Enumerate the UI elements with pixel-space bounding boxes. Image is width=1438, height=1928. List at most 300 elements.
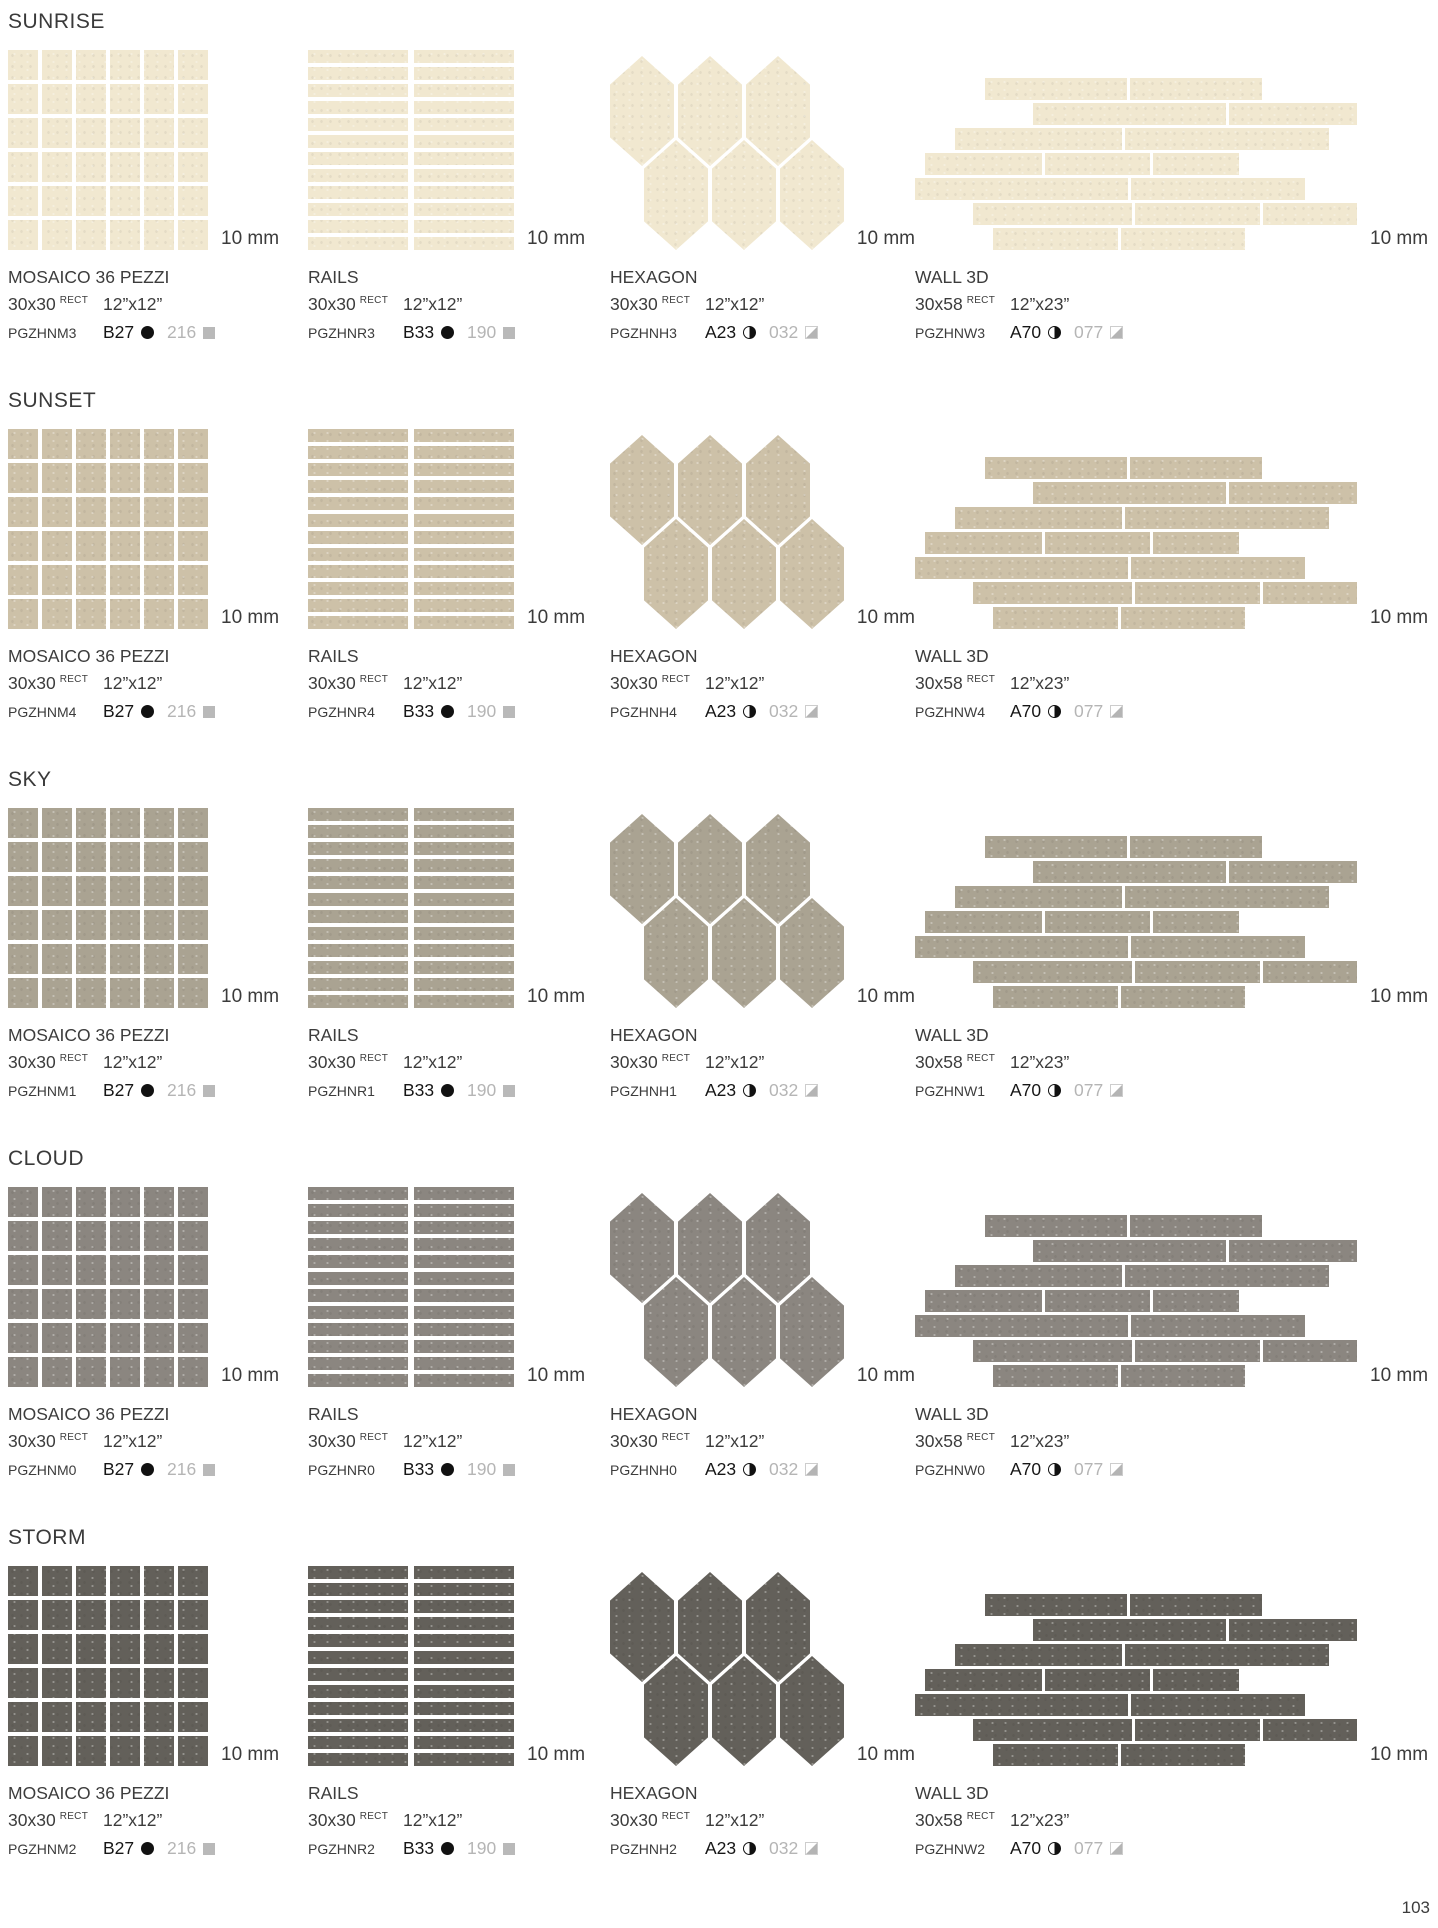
wall3d-brick-row — [1033, 1619, 1357, 1641]
price-code: A23 — [705, 1459, 737, 1479]
product-code: PGZHNM1 — [8, 1083, 77, 1099]
tile-image-strip — [610, 1185, 915, 1387]
code-line — [308, 1459, 610, 1480]
pack-code: 077 — [1074, 1459, 1104, 1479]
tile-swatch-image — [8, 50, 208, 250]
price-group — [1010, 701, 1074, 722]
diagonal-square-icon — [805, 1842, 818, 1855]
tile-swatch-image — [308, 1566, 514, 1766]
diagonal-square-icon — [1110, 1842, 1123, 1855]
product-name: HEXAGON — [610, 646, 698, 666]
thickness-label: 10 mm — [527, 1744, 586, 1765]
product-name: HEXAGON — [610, 1783, 698, 1803]
product-name: WALL 3D — [915, 267, 989, 287]
code-line — [308, 1838, 610, 1859]
wall3d-brick-row — [993, 1365, 1245, 1387]
size-line — [915, 294, 1438, 315]
wall3d-brick-row — [925, 532, 1239, 554]
pack-code: 190 — [467, 322, 497, 342]
price-group — [103, 1838, 167, 1859]
product-code: PGZHNW4 — [915, 704, 985, 720]
page-number: 103 — [1401, 1898, 1430, 1917]
hexagon-tile — [678, 56, 742, 166]
size-inches: 12”x23” — [1010, 1431, 1070, 1451]
product-row — [8, 1185, 1438, 1480]
size-cm-wrap — [610, 294, 705, 315]
wall3d-plank — [1229, 482, 1357, 504]
pack-code: 032 — [769, 322, 799, 342]
thickness-label: 10 mm — [856, 1365, 915, 1386]
pack-group — [1074, 322, 1123, 343]
wall3d-plank — [1263, 1719, 1358, 1741]
wall3d-plank — [1263, 582, 1358, 604]
wall3d-brick-row — [973, 1340, 1357, 1362]
wall3d-plank — [1045, 911, 1150, 933]
pack-group — [769, 1838, 818, 1859]
wall3d-plank — [973, 961, 1132, 983]
tile-image-strip — [610, 48, 915, 250]
half-circle-icon — [743, 1842, 756, 1855]
thickness-label: 10 mm — [221, 986, 280, 1007]
product-name: MOSAICO 36 PEZZI — [8, 646, 170, 666]
thickness-label: 10 mm — [527, 228, 586, 249]
series-section — [8, 10, 1438, 343]
hexagon-tile — [746, 56, 810, 166]
size-cm-wrap — [610, 1431, 705, 1452]
wall3d-plank — [1135, 961, 1260, 983]
wall3d-brick-row — [985, 1594, 1262, 1616]
tile-swatch-image — [8, 1566, 208, 1766]
wall3d-brick-row — [1033, 1240, 1357, 1262]
size-line — [915, 673, 1438, 694]
product-name: RAILS — [308, 1783, 359, 1803]
wall3d-brick-row — [1033, 103, 1357, 125]
product-card — [8, 48, 308, 343]
tile-image-strip — [308, 806, 610, 1008]
product-name: MOSAICO 36 PEZZI — [8, 1783, 170, 1803]
code-line — [915, 322, 1438, 343]
size-cm: 30x30 — [8, 673, 56, 693]
product-card — [610, 806, 915, 1101]
diagonal-square-icon — [1110, 1084, 1123, 1097]
series-title: SUNRISE — [8, 10, 105, 33]
wall3d-brick-row — [973, 961, 1357, 983]
wall3d-plank — [925, 1669, 1042, 1691]
size-cm: 30x30 — [308, 1810, 356, 1830]
rect-label: RECT — [359, 1053, 389, 1065]
diagonal-square-icon — [805, 1463, 818, 1476]
wall3d-plank — [915, 936, 1128, 958]
tile-image-strip — [8, 1564, 308, 1766]
product-name: WALL 3D — [915, 646, 989, 666]
wall3d-brick-row — [985, 457, 1262, 479]
pack-group — [769, 1080, 818, 1101]
half-circle-icon — [1048, 1463, 1061, 1476]
tile-swatch-image — [308, 808, 514, 1008]
wall3d-plank — [993, 986, 1118, 1008]
wall3d-plank — [1125, 128, 1329, 150]
code-line — [308, 322, 610, 343]
hexagon-tile — [644, 1277, 708, 1387]
size-inches: 12”x12” — [103, 1810, 163, 1830]
wall3d-plank — [1130, 78, 1262, 100]
tile-image-strip — [610, 1564, 915, 1766]
pack-group — [1074, 701, 1123, 722]
tile-image-strip — [915, 806, 1438, 1008]
size-cm: 30x58 — [915, 1052, 963, 1072]
wall3d-plank — [985, 457, 1127, 479]
size-line — [8, 1810, 308, 1831]
size-cm: 30x58 — [915, 1431, 963, 1451]
wall3d-plank — [925, 532, 1042, 554]
size-cm: 30x30 — [610, 294, 658, 314]
wall3d-plank — [985, 78, 1127, 100]
price-code: B33 — [403, 322, 435, 342]
product-code: PGZHNR2 — [308, 1841, 375, 1857]
wall3d-brick-row — [925, 153, 1239, 175]
pack-group — [467, 701, 515, 722]
price-code: B27 — [103, 701, 135, 721]
pack-code: 032 — [769, 1459, 799, 1479]
thickness-label: 10 mm — [527, 607, 586, 628]
price-group — [705, 322, 769, 343]
wall3d-plank — [1121, 1365, 1246, 1387]
tile-swatch-image — [915, 457, 1357, 629]
size-cm-wrap — [308, 673, 403, 694]
hexagon-tile — [712, 1277, 776, 1387]
rect-label: RECT — [661, 674, 691, 686]
product-code: PGZHNW2 — [915, 1841, 985, 1857]
size-cm-wrap — [915, 673, 1010, 694]
hexagon-tile — [610, 56, 674, 166]
product-code: PGZHNM3 — [8, 325, 77, 341]
product-card — [308, 1564, 610, 1859]
code-line — [8, 322, 308, 343]
product-code: PGZHNH1 — [610, 1083, 677, 1099]
wall3d-plank — [1130, 836, 1262, 858]
hexagon-tile — [644, 519, 708, 629]
gray-square-icon — [203, 1085, 215, 1097]
gray-square-icon — [503, 1464, 515, 1476]
wall3d-brick-row — [985, 78, 1262, 100]
price-code: A70 — [1010, 322, 1042, 342]
pack-code: 190 — [467, 1838, 497, 1858]
hexagon-tile — [678, 814, 742, 924]
tile-image-strip — [610, 427, 915, 629]
size-inches: 12”x12” — [705, 1810, 765, 1830]
code-line — [610, 701, 915, 722]
series-list — [8, 10, 1438, 1859]
wall3d-plank — [1121, 1744, 1246, 1766]
product-card — [308, 1185, 610, 1480]
wall3d-plank — [1131, 178, 1305, 200]
pack-code: 077 — [1074, 1838, 1104, 1858]
tile-swatch-image — [8, 429, 208, 629]
wall3d-plank — [955, 507, 1122, 529]
pack-group — [467, 1459, 515, 1480]
product-card — [915, 1564, 1438, 1859]
wall3d-plank — [1130, 1215, 1262, 1237]
price-group — [705, 1838, 769, 1859]
size-cm-wrap — [915, 1052, 1010, 1073]
wall3d-brick-row — [1033, 482, 1357, 504]
gray-square-icon — [203, 1843, 215, 1855]
tile-swatch-image — [915, 1215, 1357, 1387]
wall3d-plank — [1135, 1719, 1260, 1741]
size-line — [308, 673, 610, 694]
code-line — [8, 701, 308, 722]
size-line — [308, 1431, 610, 1452]
wall3d-brick-row — [955, 1644, 1329, 1666]
half-circle-icon — [1048, 1842, 1061, 1855]
wall3d-brick-row — [915, 178, 1305, 200]
wall3d-plank — [1125, 1265, 1329, 1287]
pack-code: 077 — [1074, 701, 1104, 721]
filled-circle-icon — [141, 705, 154, 718]
size-inches: 12”x12” — [705, 673, 765, 693]
wall3d-plank — [915, 557, 1128, 579]
price-group — [103, 1080, 167, 1101]
product-code: PGZHNR3 — [308, 325, 375, 341]
pack-code: 216 — [167, 1838, 197, 1858]
wall3d-plank — [1229, 103, 1357, 125]
tile-swatch-image — [915, 78, 1357, 250]
wall3d-plank — [1229, 1240, 1357, 1262]
tile-swatch-image — [610, 435, 844, 629]
price-group — [705, 1459, 769, 1480]
tile-image-strip — [610, 806, 915, 1008]
hexagon-tile — [712, 898, 776, 1008]
filled-circle-icon — [141, 1842, 154, 1855]
rect-label: RECT — [966, 1811, 996, 1823]
rect-label: RECT — [59, 1811, 89, 1823]
product-name: WALL 3D — [915, 1025, 989, 1045]
wall3d-plank — [1229, 861, 1357, 883]
series-section — [8, 1526, 1438, 1859]
series-title: CLOUD — [8, 1147, 85, 1170]
thickness-label: 10 mm — [221, 1365, 280, 1386]
size-cm: 30x58 — [915, 1810, 963, 1830]
code-line — [610, 1459, 915, 1480]
price-code: A23 — [705, 322, 737, 342]
series-section — [8, 768, 1438, 1101]
product-code: PGZHNW0 — [915, 1462, 985, 1478]
pack-group — [167, 1080, 215, 1101]
price-code: B33 — [403, 1459, 435, 1479]
thickness-label: 10 mm — [856, 228, 915, 249]
product-card — [308, 48, 610, 343]
rect-label: RECT — [359, 1811, 389, 1823]
size-cm-wrap — [610, 1810, 705, 1831]
wall3d-plank — [1263, 203, 1358, 225]
wall3d-plank — [1135, 203, 1260, 225]
code-line — [308, 1080, 610, 1101]
hexagon-tile — [712, 519, 776, 629]
product-card — [915, 48, 1438, 343]
tile-image-strip — [308, 1564, 610, 1766]
wall3d-plank — [1033, 1240, 1226, 1262]
pack-code: 216 — [167, 1080, 197, 1100]
size-cm: 30x30 — [8, 294, 56, 314]
filled-circle-icon — [441, 705, 454, 718]
pack-code: 032 — [769, 701, 799, 721]
code-line — [8, 1080, 308, 1101]
product-name: MOSAICO 36 PEZZI — [8, 1025, 170, 1045]
product-card — [308, 806, 610, 1101]
size-cm: 30x30 — [610, 1431, 658, 1451]
thickness-label: 10 mm — [221, 228, 280, 249]
pack-group — [769, 701, 818, 722]
wall3d-plank — [915, 1694, 1128, 1716]
half-circle-icon — [743, 1463, 756, 1476]
product-code: PGZHNR0 — [308, 1462, 375, 1478]
wall3d-brick-row — [985, 1215, 1262, 1237]
wall3d-plank — [973, 203, 1132, 225]
hexagon-tile — [644, 140, 708, 250]
wall3d-plank — [925, 1290, 1042, 1312]
wall3d-plank — [1263, 961, 1358, 983]
gray-square-icon — [203, 327, 215, 339]
product-name: RAILS — [308, 1025, 359, 1045]
product-card — [8, 1185, 308, 1480]
price-group — [1010, 322, 1074, 343]
size-cm: 30x30 — [610, 1052, 658, 1072]
wall3d-brick-row — [993, 607, 1245, 629]
size-line — [308, 1810, 610, 1831]
price-group — [1010, 1838, 1074, 1859]
size-line — [610, 673, 915, 694]
tile-swatch-image — [308, 50, 514, 250]
pack-group — [1074, 1459, 1123, 1480]
hexagon-tile — [712, 140, 776, 250]
diagonal-square-icon — [805, 326, 818, 339]
hexagon-tile — [780, 140, 844, 250]
tile-swatch-image — [610, 1572, 844, 1766]
size-cm-wrap — [610, 1052, 705, 1073]
hexagon-tile — [678, 1572, 742, 1682]
code-line — [915, 701, 1438, 722]
product-card — [8, 806, 308, 1101]
rect-label: RECT — [59, 1053, 89, 1065]
wall3d-plank — [985, 1594, 1127, 1616]
price-code: A70 — [1010, 701, 1042, 721]
tile-image-strip — [915, 1185, 1438, 1387]
size-cm: 30x30 — [610, 673, 658, 693]
size-line — [308, 294, 610, 315]
code-line — [915, 1080, 1438, 1101]
rect-label: RECT — [966, 1053, 996, 1065]
wall3d-brick-row — [993, 1744, 1245, 1766]
product-card — [915, 1185, 1438, 1480]
wall3d-plank — [1045, 532, 1150, 554]
pack-group — [167, 701, 215, 722]
product-name: WALL 3D — [915, 1783, 989, 1803]
pack-group — [1074, 1080, 1123, 1101]
size-cm-wrap — [915, 294, 1010, 315]
wall3d-plank — [1045, 1669, 1150, 1691]
product-name: RAILS — [308, 267, 359, 287]
tile-swatch-image — [610, 1193, 844, 1387]
wall3d-plank — [973, 1340, 1132, 1362]
price-group — [705, 1080, 769, 1101]
hexagon-tile — [746, 1193, 810, 1303]
size-inches: 12”x12” — [705, 294, 765, 314]
rect-label: RECT — [661, 1432, 691, 1444]
size-inches: 12”x12” — [705, 1431, 765, 1451]
tile-swatch-image — [610, 814, 844, 1008]
product-row — [8, 427, 1438, 722]
thickness-label: 10 mm — [221, 1744, 280, 1765]
wall3d-plank — [1263, 1340, 1358, 1362]
product-card — [610, 1185, 915, 1480]
hexagon-tile — [678, 1193, 742, 1303]
thickness-label: 10 mm — [527, 1365, 586, 1386]
gray-square-icon — [503, 1843, 515, 1855]
product-name: HEXAGON — [610, 267, 698, 287]
thickness-label: 10 mm — [856, 986, 915, 1007]
size-inches: 12”x12” — [403, 1431, 463, 1451]
wall3d-plank — [1131, 1694, 1305, 1716]
wall3d-plank — [1135, 1340, 1260, 1362]
diagonal-square-icon — [805, 705, 818, 718]
filled-circle-icon — [141, 326, 154, 339]
hexagon-tile — [610, 814, 674, 924]
tile-image-strip — [8, 806, 308, 1008]
price-code: A23 — [705, 701, 737, 721]
wall3d-brick-row — [955, 886, 1329, 908]
half-circle-icon — [743, 326, 756, 339]
product-code: PGZHNH2 — [610, 1841, 677, 1857]
wall3d-brick-row — [973, 203, 1357, 225]
price-group — [1010, 1080, 1074, 1101]
size-cm-wrap — [915, 1810, 1010, 1831]
wall3d-brick-row — [925, 1669, 1239, 1691]
price-code: B33 — [403, 1838, 435, 1858]
hexagon-tile — [746, 1572, 810, 1682]
wall3d-plank — [1153, 1290, 1239, 1312]
wall3d-plank — [1131, 557, 1305, 579]
wall3d-plank — [973, 1719, 1132, 1741]
product-code: PGZHNM2 — [8, 1841, 77, 1857]
wall3d-plank — [1131, 1315, 1305, 1337]
wall3d-plank — [1045, 153, 1150, 175]
wall3d-plank — [1045, 1290, 1150, 1312]
product-card — [610, 427, 915, 722]
product-code: PGZHNM4 — [8, 704, 77, 720]
size-cm: 30x58 — [915, 294, 963, 314]
pack-code: 032 — [769, 1080, 799, 1100]
hexagon-tile — [610, 435, 674, 545]
size-cm-wrap — [8, 673, 103, 694]
product-card — [610, 48, 915, 343]
product-name: MOSAICO 36 PEZZI — [8, 1404, 170, 1424]
price-group — [705, 701, 769, 722]
wall3d-plank — [1153, 1669, 1239, 1691]
size-line — [8, 1431, 308, 1452]
wall3d-plank — [925, 153, 1042, 175]
wall3d-plank — [1131, 936, 1305, 958]
product-row — [8, 48, 1438, 343]
size-cm-wrap — [308, 1052, 403, 1073]
product-name: MOSAICO 36 PEZZI — [8, 267, 170, 287]
code-line — [610, 1838, 915, 1859]
price-group — [403, 1459, 467, 1480]
price-group — [103, 322, 167, 343]
product-card — [308, 427, 610, 722]
hexagon-tile — [780, 1277, 844, 1387]
price-code: B27 — [103, 1459, 135, 1479]
size-cm-wrap — [8, 1052, 103, 1073]
